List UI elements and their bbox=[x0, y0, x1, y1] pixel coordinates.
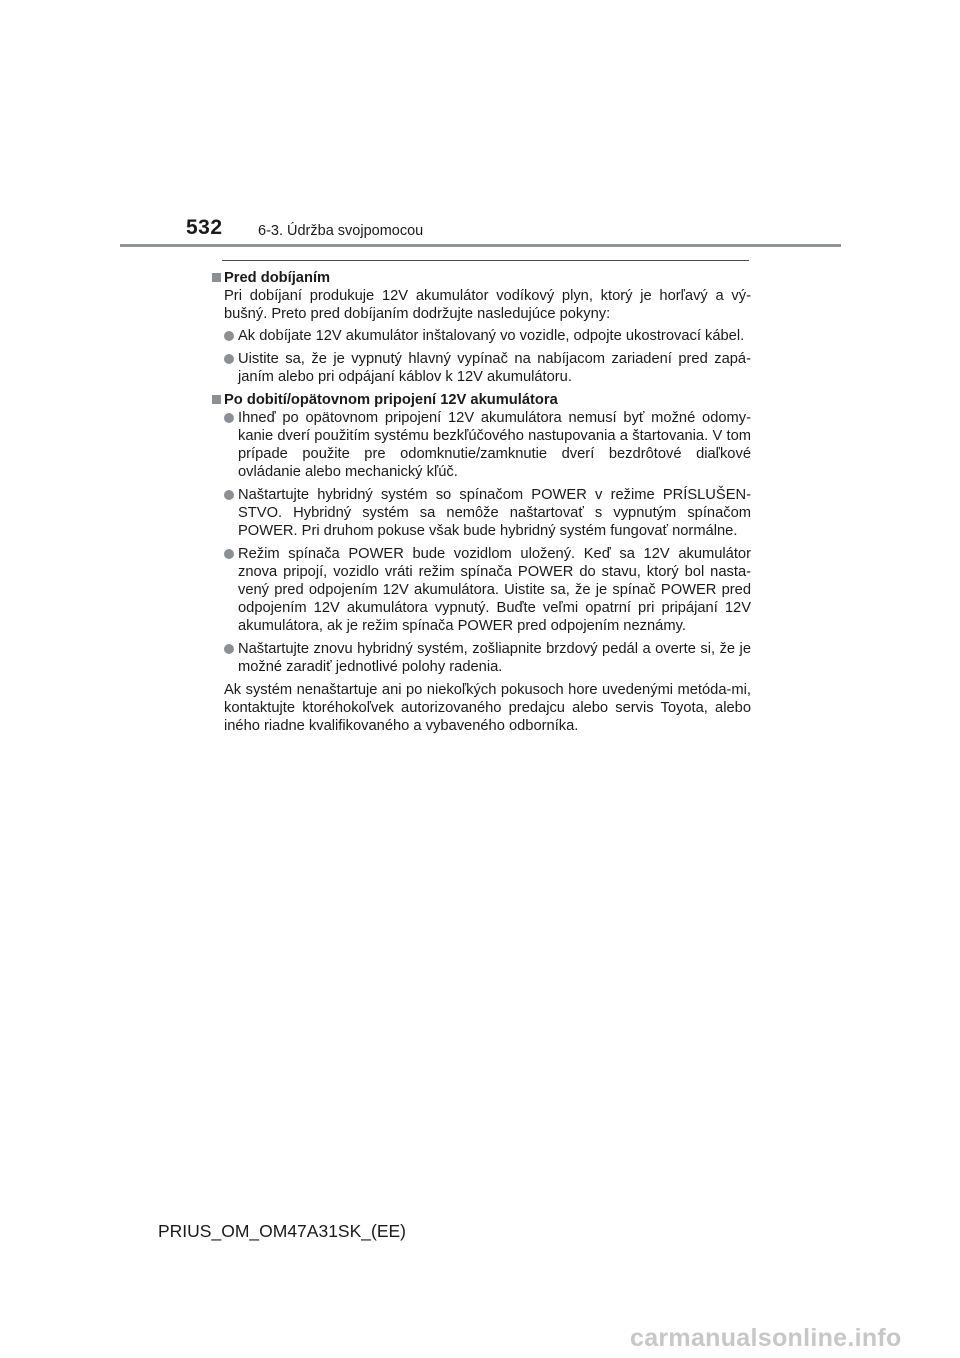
header-rule bbox=[120, 244, 841, 247]
section-title: 6-3. Údržba svojpomocou bbox=[258, 223, 424, 239]
circle-bullet-icon bbox=[224, 490, 234, 500]
square-bullet-icon bbox=[212, 273, 221, 282]
circle-bullet-icon bbox=[224, 549, 234, 559]
content-top-rule bbox=[222, 260, 749, 261]
document-code: PRIUS_OM_OM47A31SK_(EE) bbox=[158, 1221, 407, 1241]
list-item-text: Naštartujte znovu hybridný systém, zošliapnite brzdový pedál a overte si, že je možné zaradiť jednotlivé polohy radenia. bbox=[238, 641, 751, 675]
list-item bbox=[210, 327, 751, 345]
list-item-text: Ihneď po opätovnom pripojení 12V akumulátora nemusí byť možné odomy-kanie dverí použitím systému bezkľúčového nastupovania a štartovania. V tom prípade použite pre odomknutie/zamknutie dverí bezdrôtové diaľkové ovládanie alebo mechanický kľúč. bbox=[238, 410, 751, 480]
circle-bullet-icon bbox=[224, 331, 234, 341]
list-item bbox=[210, 545, 751, 635]
square-bullet-icon bbox=[212, 395, 221, 404]
list-item bbox=[210, 409, 751, 481]
list-item-text: Uistite sa, že je vypnutý hlavný vypínač na nabíjacom zariadení pred zapá-janím alebo pri odpájaní káblov k 12V akumulátoru. bbox=[238, 351, 751, 385]
watermark: carmanualsonline.info bbox=[630, 1324, 902, 1352]
list-item-text: Ak dobíjate 12V akumulátor inštalovaný vo vozidle, odpojte ukostrovací kábel. bbox=[238, 328, 745, 344]
heading-text: Po dobití/opätovnom pripojení 12V akumulátora bbox=[224, 392, 558, 408]
circle-bullet-icon bbox=[224, 644, 234, 654]
circle-bullet-icon bbox=[224, 413, 234, 423]
intro-paragraph: Pri dobíjaní produkuje 12V akumulátor vodíkový plyn, ktorý je horľavý a vý-bušný. Preto pred dobíjaním dodržujte nasledujúce pokyny: bbox=[224, 288, 751, 322]
closing-paragraph: Ak systém nenaštartuje ani po niekoľkých pokusoch hore uvedenými metóda-mi, kontaktujte ktoréhokoľvek autorizovaného predajcu alebo servis Toyota, alebo iného riadne kvalifikovaného a vybaveného odborníka. bbox=[224, 682, 751, 734]
page-number: 532 bbox=[186, 216, 223, 239]
list-item-text: Naštartujte hybridný systém so spínačom POWER v režime PRÍSLUŠEN-STVO. Hybridný systém sa nemôže naštartovať s vypnutým spínačom POWER. Pri druhom pokuse však bude hybridný systém fungovať normálne. bbox=[238, 487, 751, 539]
section-heading-po-dobiti bbox=[210, 391, 751, 409]
circle-bullet-icon bbox=[224, 354, 234, 364]
list-item bbox=[210, 350, 751, 386]
section-heading-pred-dobijanim bbox=[210, 269, 751, 287]
list-item bbox=[210, 486, 751, 540]
page-content bbox=[210, 266, 751, 739]
list-item-text: Režim spínača POWER bude vozidlom uložený. Keď sa 12V akumulátor znova pripojí, vozidlo vráti režim spínača POWER do stavu, ktorý bol nasta-vený pred odpojením 12V akumulátora. Uistite sa, že je spínač POWER pred odpojením 12V akumulátora vypnutý. Buďte veľmi opatrní pri pripájaní 12V akumulátora, ak je režim spínača POWER pred odpojením neznámy. bbox=[238, 546, 751, 634]
heading-text: Pred dobíjaním bbox=[224, 270, 331, 286]
list-item bbox=[210, 640, 751, 676]
